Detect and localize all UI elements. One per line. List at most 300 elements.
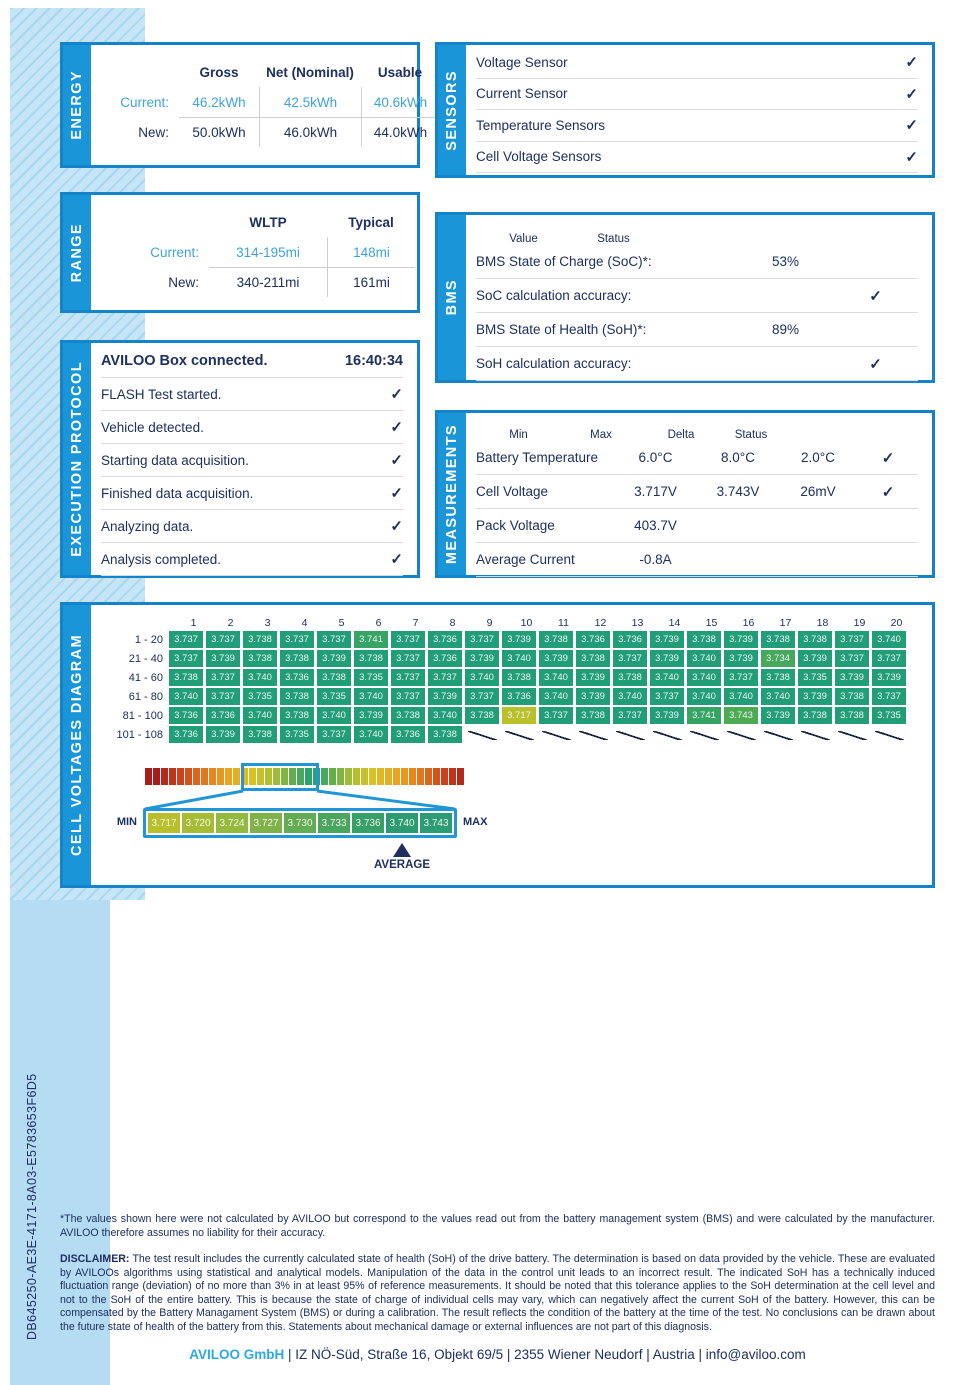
empty-cell-slash-icon	[650, 726, 684, 743]
sensor-row	[476, 110, 918, 142]
energy-row-label: New:	[138, 124, 169, 140]
cell-column-number: 14	[668, 617, 681, 629]
cell-voltage-value: 3.738	[798, 707, 832, 724]
cell-voltage-value: 3.740	[687, 669, 721, 686]
energy-value: 42.5kWh	[259, 87, 361, 117]
cell-voltage-value: 3.739	[724, 631, 758, 648]
cell-voltage-value: 3.739	[724, 650, 758, 667]
protocol-step-label: Vehicle detected.	[101, 419, 204, 435]
cell-voltages-panel-title: CELL VOLTAGES DIAGRAM	[69, 634, 85, 856]
empty-cell-slash-icon	[502, 726, 536, 743]
legend-voltage-cell: 3.733	[318, 813, 350, 833]
cell-voltage-value: 3.739	[798, 650, 832, 667]
cell-row-label: 41 - 60	[128, 671, 163, 684]
measurements-delta-header: Delta	[667, 429, 695, 441]
cell-column-number: 5	[338, 617, 345, 629]
cell-voltage-value: 3.736	[206, 707, 240, 724]
cell-voltage-value: 3.739	[576, 688, 610, 705]
cell-voltage-value: 3.737	[465, 688, 499, 705]
colorbar-segment	[321, 768, 328, 785]
cell-voltage-value: 3.738	[391, 707, 425, 724]
footer-brand: AVILOO GmbH	[189, 1347, 285, 1362]
colorbar-zoom-box	[241, 763, 319, 791]
range-value: 161mi	[327, 267, 415, 297]
cell-voltage-value: 3.740	[539, 688, 573, 705]
colorbar-segment	[385, 768, 392, 785]
colorbar-segment	[169, 768, 176, 785]
sensor-label: Cell Voltage Sensors	[476, 149, 602, 165]
check-icon: ✓	[881, 449, 895, 467]
range-panel	[60, 192, 420, 313]
cell-voltage-value: 3.737	[391, 631, 425, 648]
cell-voltage-value: 3.739	[576, 669, 610, 686]
measurement-row	[476, 509, 918, 543]
cell-voltage-value: 3.740	[687, 650, 721, 667]
execution-protocol-panel	[60, 340, 420, 578]
energy-panel-tab	[63, 45, 91, 165]
colorbar-segment	[417, 768, 424, 785]
cell-column-number: 10	[520, 617, 533, 629]
cell-voltage-value: 3.737	[465, 631, 499, 648]
cell-row-label: 81 - 100	[122, 709, 163, 722]
cell-column-headers	[97, 605, 918, 629]
empty-cell-slash-icon	[835, 726, 869, 743]
energy-value: 46.2kWh	[192, 94, 246, 110]
cell-voltage-value: 3.738	[687, 631, 721, 648]
measurement-label: Average Current	[476, 552, 575, 567]
cell-voltage-value: 3.740	[502, 650, 536, 667]
cell-voltage-value: 3.741	[354, 631, 388, 648]
check-icon: ✓	[390, 485, 403, 502]
cell-voltage-value: 3.738	[243, 631, 277, 648]
check-icon: ✓	[390, 551, 403, 568]
energy-column-header: Net (Nominal)	[266, 64, 354, 80]
measurements-status-header: Status	[734, 429, 768, 441]
cell-column-number: 8	[449, 617, 456, 629]
cell-voltage-value: 3.736	[280, 669, 314, 686]
measurements-panel-title: MEASUREMENTS	[444, 423, 460, 565]
cell-voltage-value: 3.737	[428, 669, 462, 686]
cell-column-number: 18	[816, 617, 829, 629]
cell-voltage-value: 3.740	[317, 707, 351, 724]
execution-protocol-panel-tab	[63, 343, 91, 575]
colorbar-segment	[201, 768, 208, 785]
legend-voltage-cell: 3.727	[250, 813, 282, 833]
cell-voltage-value: 3.736	[428, 631, 462, 648]
cell-voltage-row	[97, 707, 918, 724]
cell-voltage-value: 3.737	[872, 688, 906, 705]
legend-voltage-cell: 3.720	[182, 813, 214, 833]
bms-row	[476, 313, 918, 347]
cell-voltage-value: 3.736	[502, 688, 536, 705]
cell-voltage-value: 3.737	[391, 669, 425, 686]
bms-row-label: SoC calculation accuracy:	[476, 288, 632, 303]
cell-voltages-panel-tab	[63, 605, 91, 885]
empty-cell-slash-icon	[539, 726, 573, 743]
legend-voltage-cell: 3.730	[284, 813, 316, 833]
colorbar-segment	[369, 768, 376, 785]
cell-voltage-value: 3.740	[761, 688, 795, 705]
energy-value: 44.0kWh	[361, 117, 439, 147]
bms-row	[476, 279, 918, 313]
cell-voltage-value: 3.740	[724, 688, 758, 705]
colorbar-segment	[393, 768, 400, 785]
cell-column-number: 13	[631, 617, 644, 629]
cell-voltage-value: 3.735	[243, 688, 277, 705]
protocol-step-row	[101, 411, 403, 444]
cell-voltage-value: 3.736	[613, 631, 647, 648]
colorbar-segment	[217, 768, 224, 785]
cell-voltage-value: 3.737	[169, 631, 203, 648]
colorbar-segment	[225, 768, 232, 785]
report-id: DB645250-AE3E-4171-8A03-E5783653F6D5	[25, 1073, 39, 1340]
bms-row-label: BMS State of Health (SoH)*:	[476, 322, 647, 337]
cell-voltage-value: 3.740	[539, 669, 573, 686]
max-label: MAX	[463, 816, 488, 828]
legend-voltage-cell: 3.736	[352, 813, 384, 833]
min-label: MIN	[116, 816, 137, 828]
cell-voltage-value: 3.736	[576, 631, 610, 648]
cell-voltage-value: 3.739	[206, 726, 240, 743]
check-icon: ✓	[390, 452, 403, 469]
cell-voltage-value: 3.737	[539, 707, 573, 724]
bms-panel-tab	[438, 215, 466, 380]
sensors-panel-tab	[438, 45, 466, 175]
cell-header-spacer	[97, 617, 175, 629]
measurements-header-row	[476, 419, 918, 441]
cell-voltages-panel	[60, 602, 935, 888]
cell-voltage-value: 3.739	[650, 707, 684, 724]
cell-row-label: 1 - 20	[134, 633, 163, 646]
average-label: AVERAGE	[373, 859, 431, 871]
colorbar-segment	[401, 768, 408, 785]
legend-voltage-cell: 3.743	[420, 813, 452, 833]
energy-column-header: Gross	[199, 64, 239, 80]
cell-column-number: 4	[301, 617, 308, 629]
protocol-step-row	[101, 510, 403, 543]
cell-voltage-value: 3.737	[206, 669, 240, 686]
colorbar-segment	[193, 768, 200, 785]
measurements-panel	[435, 410, 935, 578]
colorbar-segment	[361, 768, 368, 785]
protocol-step-label: Analysis completed.	[101, 551, 222, 567]
range-table	[101, 207, 403, 297]
cell-voltage-value: 3.739	[539, 650, 573, 667]
cell-voltage-value: 3.737	[613, 707, 647, 724]
voltage-legend	[143, 808, 457, 838]
cell-voltage-value: 3.739	[798, 688, 832, 705]
cell-column-number: 9	[486, 617, 493, 629]
measurement-delta: 2.0°C	[801, 450, 835, 465]
cell-voltage-value: 3.737	[835, 650, 869, 667]
bms-header-row	[476, 221, 918, 245]
protocol-step-row	[101, 378, 403, 411]
protocol-step-row	[101, 477, 403, 510]
cell-voltage-row	[97, 726, 918, 743]
cell-column-number: 16	[742, 617, 755, 629]
cell-voltage-value: 3.735	[354, 669, 388, 686]
cell-voltage-value: 3.738	[428, 726, 462, 743]
sensors-panel	[435, 42, 935, 178]
footer-address: | IZ NÖ-Süd, Straße 16, Objekt 69/5 | 2355 Wiener Neudorf | Austria | info@aviloo.com	[284, 1347, 806, 1362]
cell-voltage-value: 3.738	[243, 650, 277, 667]
cell-column-number: 19	[853, 617, 866, 629]
check-icon: ✓	[881, 483, 895, 501]
cell-voltage-value: 3.739	[761, 707, 795, 724]
check-icon: ✓	[905, 85, 918, 103]
cell-voltage-value: 3.734	[761, 650, 795, 667]
cell-voltage-value: 3.738	[465, 707, 499, 724]
empty-cell-slash-icon	[798, 726, 832, 743]
protocol-step-label: Starting data acquisition.	[101, 452, 249, 468]
colorbar-segment	[209, 768, 216, 785]
colorbar-segment	[441, 768, 448, 785]
energy-table	[101, 57, 428, 147]
cell-voltage-value: 3.738	[613, 669, 647, 686]
measurement-min: 3.717V	[634, 484, 677, 499]
cell-voltage-value: 3.738	[798, 631, 832, 648]
cell-voltage-value: 3.740	[872, 631, 906, 648]
cell-voltage-value: 3.741	[687, 707, 721, 724]
cell-voltage-value: 3.739	[502, 631, 536, 648]
measurements-panel-tab	[438, 413, 466, 575]
cell-voltage-value: 3.738	[280, 707, 314, 724]
colorbar-segment	[329, 768, 336, 785]
measurement-label: Cell Voltage	[476, 484, 549, 499]
cell-voltage-value: 3.738	[280, 650, 314, 667]
cell-voltage-value: 3.738	[761, 631, 795, 648]
range-column-header: Typical	[348, 214, 394, 230]
check-icon: ✓	[390, 518, 403, 535]
disclaimer-label: DISCLAIMER:	[60, 1253, 130, 1265]
cell-voltage-value: 3.736	[391, 726, 425, 743]
sensor-row	[476, 79, 918, 111]
range-panel-tab	[63, 195, 91, 310]
cell-column-number: 3	[264, 617, 271, 629]
average-marker-icon	[393, 843, 411, 857]
cell-voltage-value: 3.735	[317, 688, 351, 705]
cell-column-number: 20	[890, 617, 903, 629]
cell-voltage-value: 3.737	[872, 650, 906, 667]
cell-voltage-value: 3.740	[354, 688, 388, 705]
colorbar-segment	[153, 768, 160, 785]
range-value: 340-211mi	[209, 267, 327, 297]
colorbar-segment	[161, 768, 168, 785]
legend-voltage-cell: 3.717	[148, 813, 180, 833]
bms-panel-title: BMS	[444, 279, 460, 316]
energy-value: 46.0kWh	[259, 117, 361, 147]
protocol-step-label: FLASH Test started.	[101, 386, 222, 402]
cell-voltage-row	[97, 631, 918, 648]
legend-voltage-cell: 3.740	[386, 813, 418, 833]
cell-voltage-value: 3.740	[428, 707, 462, 724]
colorbar-segment	[177, 768, 184, 785]
cell-column-number: 12	[594, 617, 607, 629]
cell-voltage-value: 3.740	[687, 688, 721, 705]
range-row-label: New:	[168, 274, 199, 290]
cell-voltage-value: 3.739	[317, 650, 351, 667]
colorbar-segment	[433, 768, 440, 785]
cell-voltage-value: 3.737	[169, 650, 203, 667]
cell-voltage-value: 3.736	[169, 726, 203, 743]
bms-row-label: SoH calculation accuracy:	[476, 356, 632, 371]
measurement-row	[476, 441, 918, 475]
cell-row-label: 21 - 40	[128, 652, 163, 665]
colorbar-segment	[185, 768, 192, 785]
energy-row-label: Current:	[120, 94, 169, 110]
bms-status-header: Status	[597, 233, 630, 245]
cell-column-number: 7	[412, 617, 419, 629]
cell-column-number: 17	[779, 617, 792, 629]
energy-panel	[60, 42, 428, 168]
cell-voltage-value: 3.740	[243, 669, 277, 686]
cell-voltage-value: 3.717	[502, 707, 536, 724]
colorbar-segment	[345, 768, 352, 785]
energy-value: 50.0kWh	[179, 117, 259, 147]
check-icon: ✓	[869, 355, 882, 373]
bms-row-label: BMS State of Charge (SoC)*:	[476, 254, 652, 269]
empty-cell-slash-icon	[687, 726, 721, 743]
check-icon: ✓	[869, 287, 882, 305]
cell-voltage-value: 3.739	[206, 650, 240, 667]
colorbar-segment	[409, 768, 416, 785]
colorbar-segment	[425, 768, 432, 785]
range-row-label: Current:	[150, 244, 199, 260]
footnote-text: *The values shown here were not calculated by AVILOO but correspond to the values read out from the battery management system (BMS) and were calculated by the manufacturer. AVILOO therefore assumes no liability for their accuracy.	[60, 1213, 935, 1239]
sensors-panel-title: SENSORS	[444, 69, 460, 151]
colorbar-segment	[377, 768, 384, 785]
measurement-min: 6.0°C	[638, 450, 673, 465]
cell-voltage-value: 3.738	[354, 650, 388, 667]
cell-voltage-value: 3.738	[317, 669, 351, 686]
cell-voltage-value: 3.737	[835, 631, 869, 648]
cell-column-number: 6	[375, 617, 382, 629]
protocol-step-label: AVILOO Box connected.	[101, 353, 268, 369]
legend-voltage-cell: 3.724	[216, 813, 248, 833]
check-icon: ✓	[905, 148, 918, 166]
cell-voltage-value: 3.743	[724, 707, 758, 724]
check-icon: ✓	[905, 117, 918, 135]
colorbar-segment	[457, 768, 464, 785]
cell-voltage-value: 3.737	[391, 650, 425, 667]
cell-voltage-value: 3.739	[354, 707, 388, 724]
cell-voltage-value: 3.737	[317, 631, 351, 648]
protocol-step-time: 16:40:34	[344, 353, 403, 369]
cell-voltage-value: 3.738	[169, 669, 203, 686]
cell-voltage-value: 3.738	[280, 688, 314, 705]
measurement-min: 403.7V	[634, 518, 677, 533]
range-value: 314-195mi	[236, 244, 300, 260]
empty-cell-slash-icon	[761, 726, 795, 743]
check-icon: ✓	[905, 54, 918, 72]
cell-voltage-value: 3.737	[613, 650, 647, 667]
sensor-label: Current Sensor	[476, 86, 568, 102]
cell-voltage-value: 3.740	[465, 669, 499, 686]
colorbar-segment	[337, 768, 344, 785]
footer	[60, 1347, 935, 1362]
cell-column-number: 1	[190, 617, 197, 629]
bms-panel	[435, 212, 935, 383]
cell-voltage-value: 3.739	[650, 631, 684, 648]
protocol-step-row	[101, 543, 403, 576]
cell-row-label: 61 - 80	[128, 690, 163, 703]
execution-protocol-panel-title: EXECUTION PROTOCOL	[69, 361, 85, 557]
empty-cell-slash-icon	[613, 726, 647, 743]
cell-column-number: 2	[227, 617, 234, 629]
colorbar-segment	[353, 768, 360, 785]
cell-voltage-value: 3.735	[872, 707, 906, 724]
bms-row	[476, 245, 918, 279]
colorbar-segment	[449, 768, 456, 785]
cell-voltage-value: 3.735	[798, 669, 832, 686]
colorbar-segment	[233, 768, 240, 785]
protocol-step-label: Finished data acquisition.	[101, 485, 254, 501]
measurement-label: Battery Temperature	[476, 450, 599, 465]
cell-column-number: 11	[558, 617, 569, 629]
cell-voltage-value: 3.739	[650, 650, 684, 667]
range-panel-title: RANGE	[69, 222, 85, 283]
sensor-label: Voltage Sensor	[476, 54, 568, 70]
cell-voltage-value: 3.737	[724, 669, 758, 686]
measurement-row	[476, 543, 918, 577]
measurement-max: 8.0°C	[721, 450, 755, 465]
energy-panel-title: ENERGY	[69, 70, 85, 140]
energy-value: 40.6kWh	[361, 87, 439, 117]
cell-voltage-value: 3.739	[872, 669, 906, 686]
cell-voltage-value: 3.737	[206, 688, 240, 705]
cell-voltage-value: 3.739	[465, 650, 499, 667]
colorbar-segment	[145, 768, 152, 785]
disclaimer-text: DISCLAIMER: The test result includes the currently calculated state of health (SoH) of the drive battery. The determination is based on data provided by the vehicle. These are evaluated by AVILOOs algorithms using statistical and analytical models. Manipulation of the data in the control unit leads to an incorrect result. The indicated SoH has a technically induced fluctuation range (deviation) of no more than 3% in at least 95% of reference measurements. It should be noted that this tolerance applies to the SoH determination at the cell level and not to the SoH of the entire battery. This is because the state of charge of individual cells may vary, which can negatively affect the current SoH of the battery. However, this can be compensated by the Battery Managament System (BMS) or during a calibration. The result reflects the condition of the battery at the time of the test. No conclusions can be drawn about the future state of health of the battery from this. Statements about mechanical damage or external influences are not part of this diagnosis.	[60, 1253, 935, 1333]
cell-voltage-row	[97, 688, 918, 705]
cell-voltage-value: 3.738	[502, 669, 536, 686]
cell-voltage-value: 3.737	[391, 688, 425, 705]
cell-column-number: 15	[705, 617, 718, 629]
cell-voltage-value: 3.738	[576, 650, 610, 667]
measurement-label: Pack Voltage	[476, 518, 555, 533]
protocol-step-row	[101, 444, 403, 477]
protocol-step-row	[101, 345, 403, 378]
empty-cell-slash-icon	[465, 726, 499, 743]
measurements-min-header: Min	[509, 429, 528, 441]
bms-value-header: Value	[509, 233, 538, 245]
cell-row-label: 101 - 108	[116, 728, 163, 741]
empty-cell-slash-icon	[872, 726, 906, 743]
cell-voltage-value: 3.740	[650, 669, 684, 686]
cell-voltage-value: 3.737	[650, 688, 684, 705]
range-column-header: WLTP	[249, 214, 287, 230]
cell-voltage-value: 3.739	[428, 688, 462, 705]
bms-row-value: 89%	[771, 322, 800, 337]
measurement-max: 3.743V	[716, 484, 760, 499]
cell-voltage-value: 3.736	[169, 707, 203, 724]
cell-voltage-value: 3.740	[613, 688, 647, 705]
cell-voltage-value: 3.737	[317, 726, 351, 743]
bms-row-value: 53%	[771, 254, 800, 269]
empty-cell-slash-icon	[724, 726, 758, 743]
cell-voltage-value: 3.738	[835, 688, 869, 705]
cell-voltage-value: 3.740	[354, 726, 388, 743]
cell-voltage-value: 3.740	[169, 688, 203, 705]
cell-voltage-value: 3.737	[206, 631, 240, 648]
cell-voltage-row	[97, 650, 918, 667]
cell-voltage-value: 3.736	[428, 650, 462, 667]
bms-row	[476, 347, 918, 381]
cell-voltage-row	[97, 669, 918, 686]
sensor-label: Temperature Sensors	[476, 117, 606, 133]
cell-voltage-value: 3.738	[835, 707, 869, 724]
cell-voltage-value: 3.737	[280, 631, 314, 648]
